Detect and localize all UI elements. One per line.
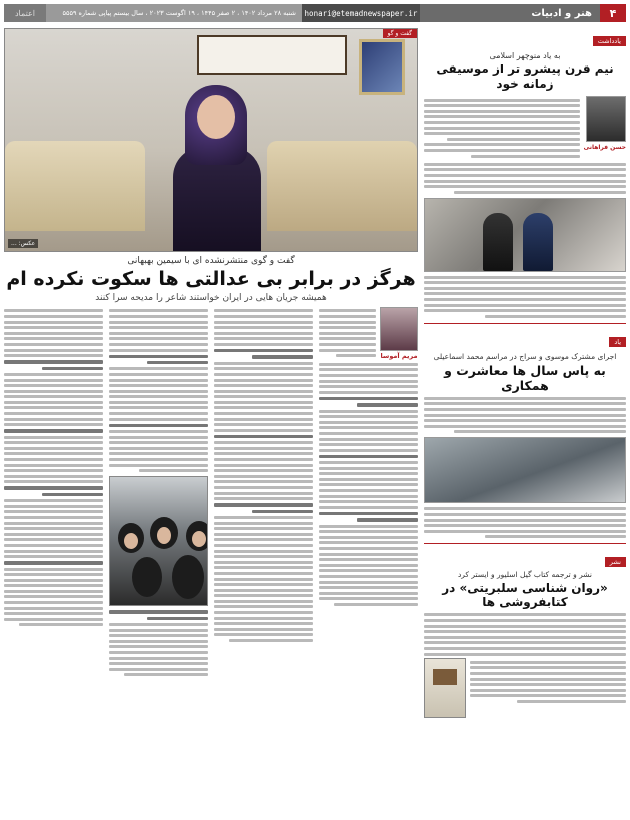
section-divider <box>424 323 626 324</box>
section-email: honari@etemadnewspaper.ir <box>302 4 420 22</box>
poet-figure <box>173 81 261 251</box>
article1-photo <box>424 198 626 272</box>
right-column <box>424 28 626 816</box>
interview-photo <box>4 28 418 252</box>
byline <box>319 307 418 360</box>
crowd-photo <box>109 476 208 606</box>
author-portrait <box>586 96 626 142</box>
article3-text-cont <box>470 658 626 718</box>
article2-kicker: اجرای مشترک موسوی و سراج در مراسم محمد اسماعیلی <box>433 351 617 361</box>
article2-headline: به پاس سال ها معاشرت و همکاری <box>444 362 606 393</box>
article1-text-cont <box>424 163 626 194</box>
photo-credit: عکس: ... <box>8 239 38 248</box>
article1-body <box>424 96 626 160</box>
article1-headline: نیم قرن پیشرو تر از موسیقی زمانه خود <box>436 62 614 91</box>
column-tag-publishing: نشر <box>605 557 626 567</box>
article3-text <box>424 613 626 655</box>
interview-col-4 <box>4 307 103 679</box>
photo-section-tag: گفت و گو <box>383 29 417 38</box>
interview-col-2 <box>214 307 313 679</box>
article2-text-cont <box>424 507 626 538</box>
interview-columns <box>4 307 418 679</box>
article2-photo <box>424 437 626 503</box>
book-cover <box>424 658 466 718</box>
author-block <box>584 96 626 160</box>
lead-headline: هرگز در برابر بی عدالتی ها سکوت نکرده ام <box>6 268 416 290</box>
sofa-right <box>267 141 417 231</box>
interviewer-name: مریم آموسا <box>380 351 418 360</box>
column-tag-note: یادداشت <box>593 36 626 46</box>
interview-col-3 <box>109 307 208 679</box>
column-tag-memorial: یاد <box>609 337 626 347</box>
interviewer-portrait <box>380 307 418 351</box>
author-name: حسن فراهانی <box>583 144 626 151</box>
author-block-2 <box>380 307 418 360</box>
article2-text <box>424 397 626 434</box>
article3-headline: «روان شناسی سلبریتی» در کتابفروشی ها <box>442 581 608 610</box>
lead-subheadline: همیشه جریان هایی در ایران خواستند شاعر را مدیحه سرا کنند <box>95 292 327 303</box>
section-title: هنر و ادبیات <box>420 4 600 22</box>
article1-text <box>424 96 580 160</box>
lead-kicker: گفت و گوی منتشرنشده ای با سیمین بهبهانی <box>127 256 295 266</box>
section-divider-2 <box>424 543 626 544</box>
article1-kicker: به یاد منوچهر اسلامی <box>489 51 561 60</box>
article1-text-end <box>424 276 626 318</box>
sofa-left <box>5 141 145 231</box>
interview-col-1 <box>319 307 418 679</box>
framed-calligraphy <box>197 35 347 75</box>
article3-kicker: نشر و ترجمه کتاب گیل اسلیور و ایستر کرد <box>457 570 593 580</box>
framed-painting <box>359 39 405 95</box>
page-header <box>4 4 626 22</box>
newspaper-logo: اعتماد <box>4 4 46 22</box>
main-column <box>4 28 418 816</box>
article3-body <box>424 658 626 718</box>
page-number: ۴ <box>600 4 626 22</box>
issue-date-line: شنبه ۲۸ مرداد ۱۴۰۲ ، ۲ صفر ۱۴۴۵ ، ۱۹ اگوست ۲۰۲۳ ، سال بیستم پیاپی شماره ۵۵۵۹ <box>46 4 302 22</box>
